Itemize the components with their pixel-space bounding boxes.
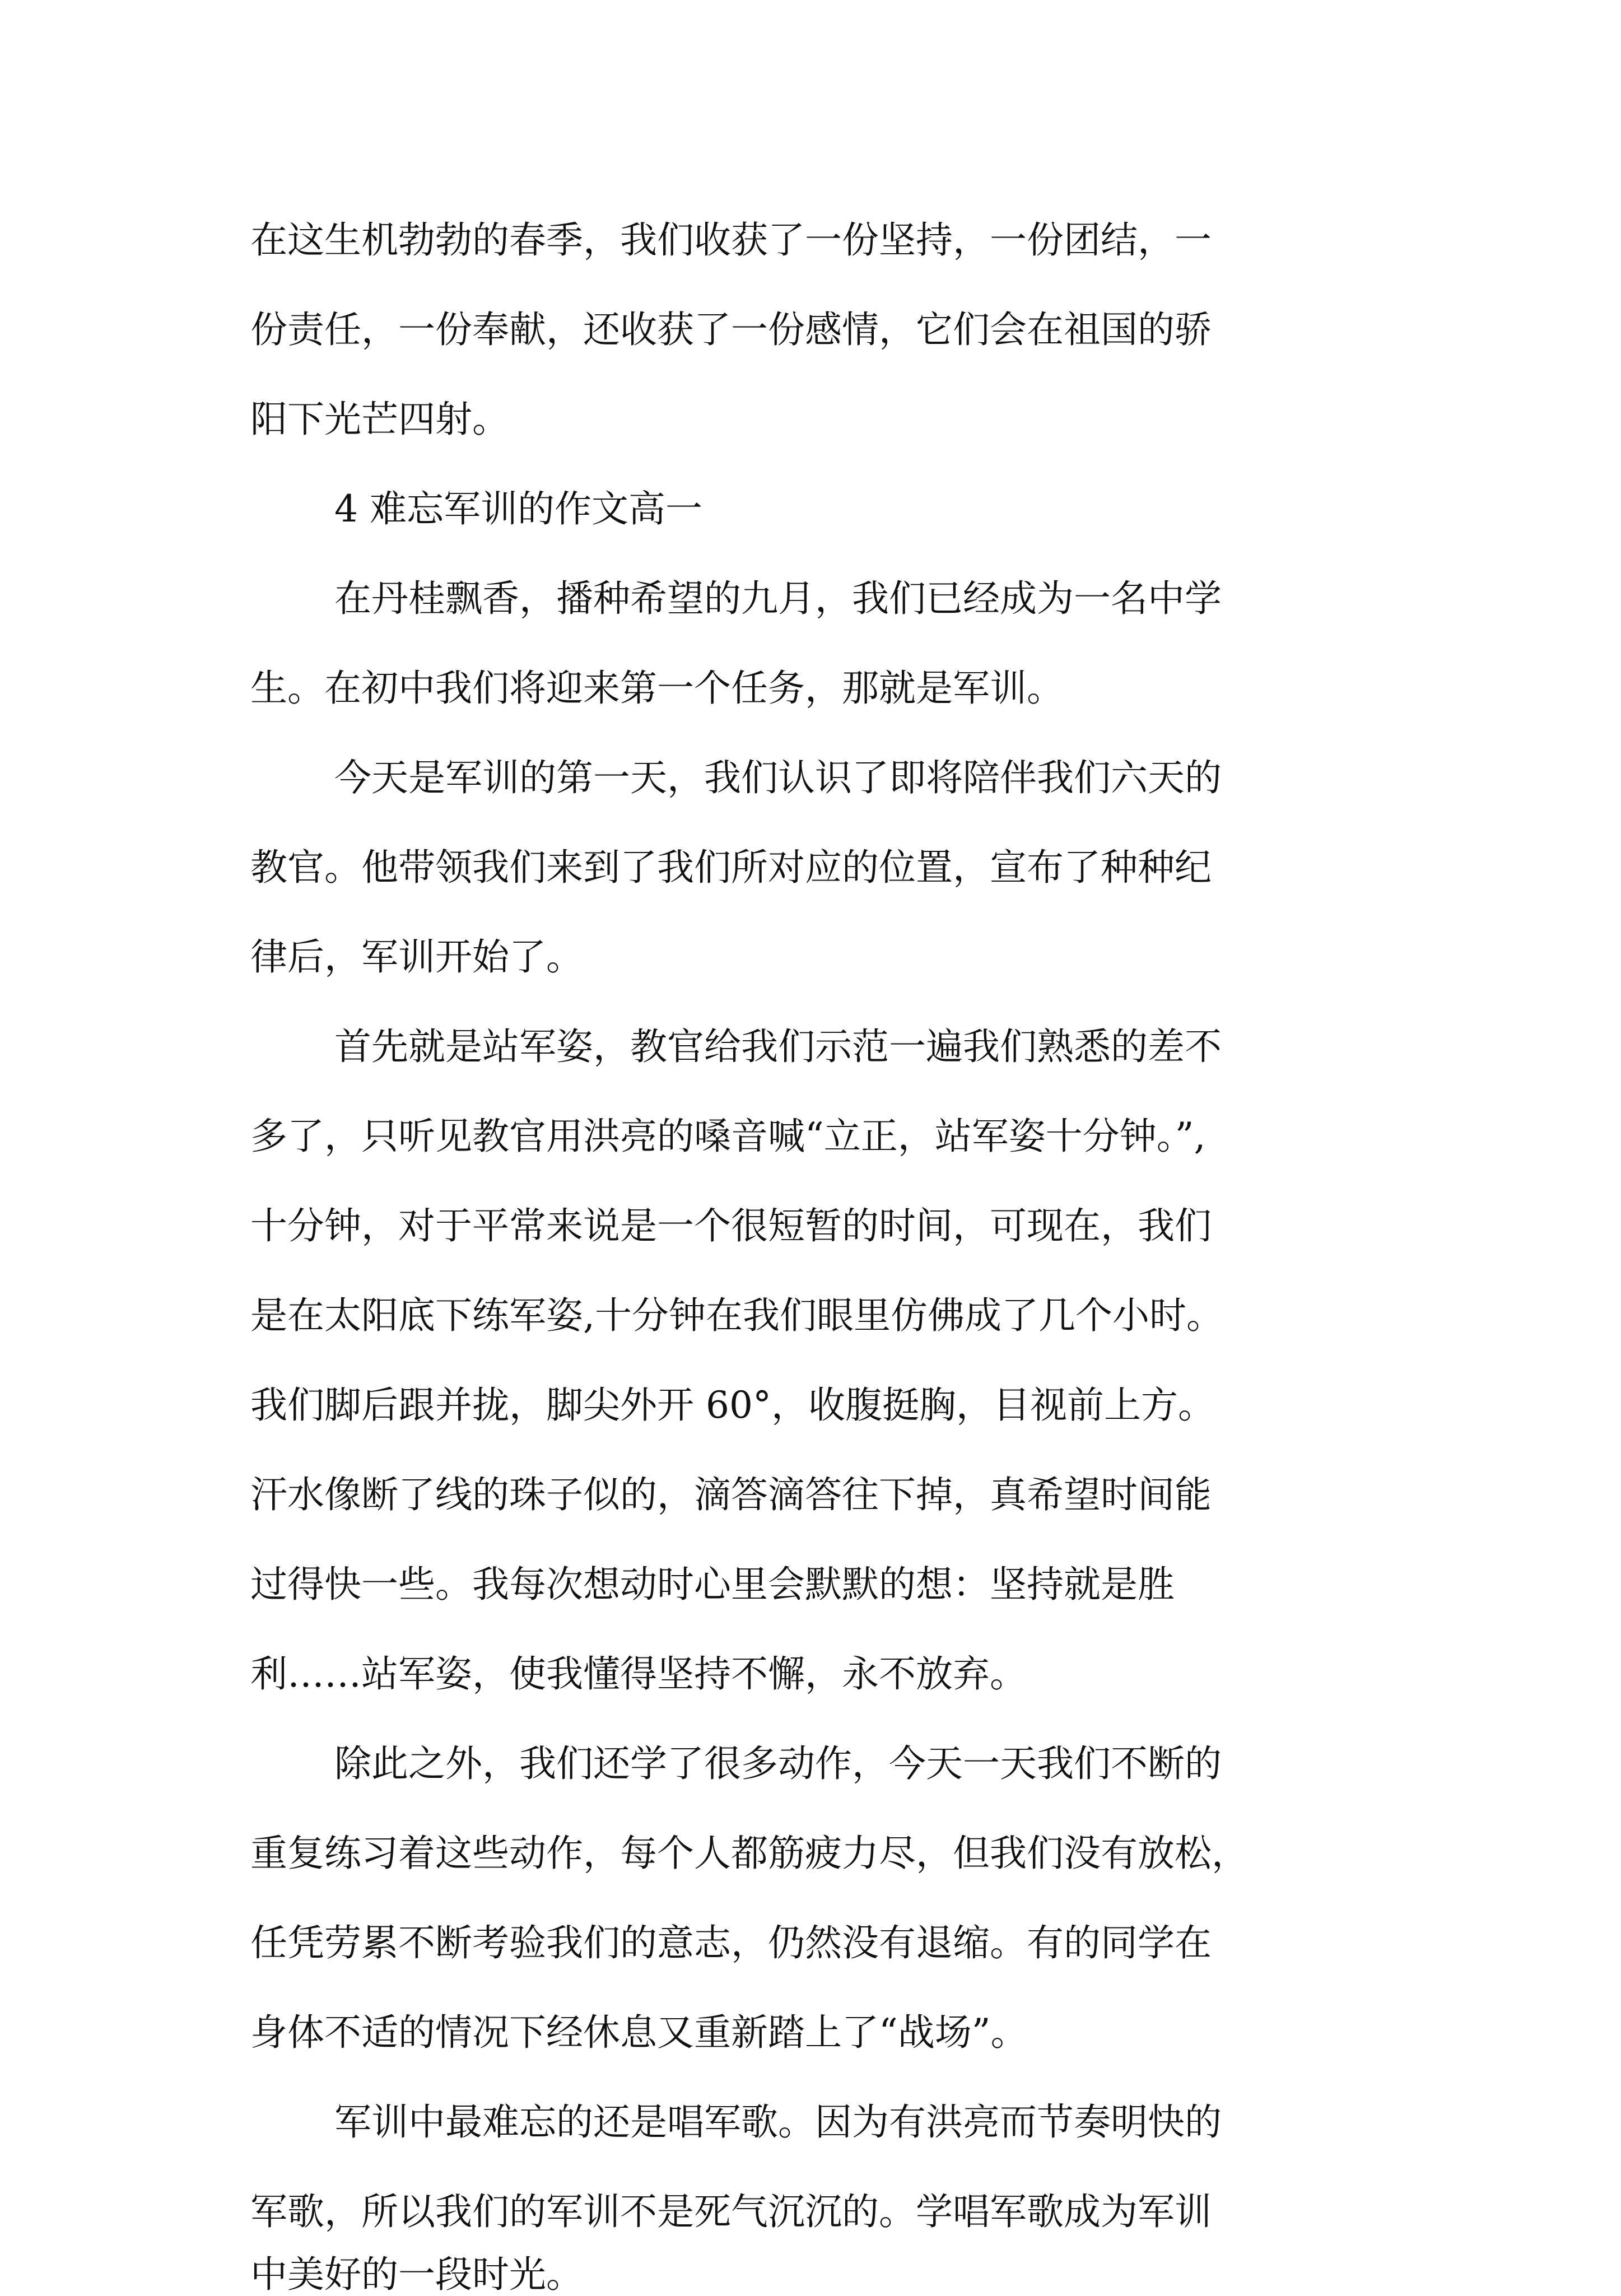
- text-line: 重复练习着这些动作，每个人都筋疲力尽，但我们没有放松，: [250, 1832, 1249, 1875]
- text-line: 份责任，一份奉献，还收获了一份感情，它们会在祖国的骄: [250, 308, 1212, 351]
- text-line: 今天是军训的第一天，我们认识了即将陪伴我们六天的: [334, 756, 1222, 799]
- text-line: 汗水像断了线的珠子似的，滴答滴答往下掉，真希望时间能: [250, 1473, 1212, 1516]
- text-line: 军歌，所以我们的军训不是死气沉沉的。学唱军歌成为军训: [250, 2190, 1212, 2233]
- text-line: 律后，军训开始了。: [250, 935, 583, 979]
- text-line: 生。在初中我们将迎来第一个任务，那就是军训。: [250, 667, 1064, 710]
- text-line: 在丹桂飘香，播种希望的九月，我们已经成为一名中学: [334, 577, 1222, 620]
- text-line: 在这生机勃勃的春季，我们收获了一份坚持，一份团结，一: [250, 218, 1212, 262]
- text-line: 除此之外，我们还学了很多动作，今天一天我们不断的: [334, 1742, 1222, 1785]
- text-line: 阳下光芒四射。: [250, 398, 509, 441]
- text-line: 身体不适的情况下经休息又重新踏上了“战场”。: [250, 2011, 1028, 2054]
- text-line: 教官。他带领我们来到了我们所对应的位置，宣布了种种纪: [250, 846, 1212, 889]
- section-heading: 4 难忘军训的作文高一: [334, 487, 702, 530]
- text-line: 我们脚后跟并拢，脚尖外开 60°，收腹挺胸，目视前上方。: [250, 1384, 1215, 1427]
- text-line: 军训中最难忘的还是唱军歌。因为有洪亮而节奏明快的: [334, 2101, 1222, 2144]
- text-line: 利……站军姿，使我懂得坚持不懈，永不放弃。: [250, 1652, 1027, 1696]
- text-line: 十分钟，对于平常来说是一个很短暂的时间，可现在，我们: [250, 1204, 1212, 1247]
- text-line: 任凭劳累不断考验我们的意志，仍然没有退缩。有的同学在: [250, 1921, 1212, 1964]
- text-line: 多了，只听见教官用洪亮的嗓音喊“立正，站军姿十分钟。”,: [250, 1115, 1206, 1158]
- text-line: 中美好的一段时光。: [250, 2253, 583, 2296]
- text-line: 过得快一些。我每次想动时心里会默默的想：坚持就是胜: [250, 1563, 1175, 1606]
- text-line: 是在太阳底下练军姿,十分钟在我们眼里仿佛成了几个小时。: [250, 1294, 1223, 1337]
- text-line: 首先就是站军姿，教官给我们示范一遍我们熟悉的差不: [334, 1025, 1222, 1068]
